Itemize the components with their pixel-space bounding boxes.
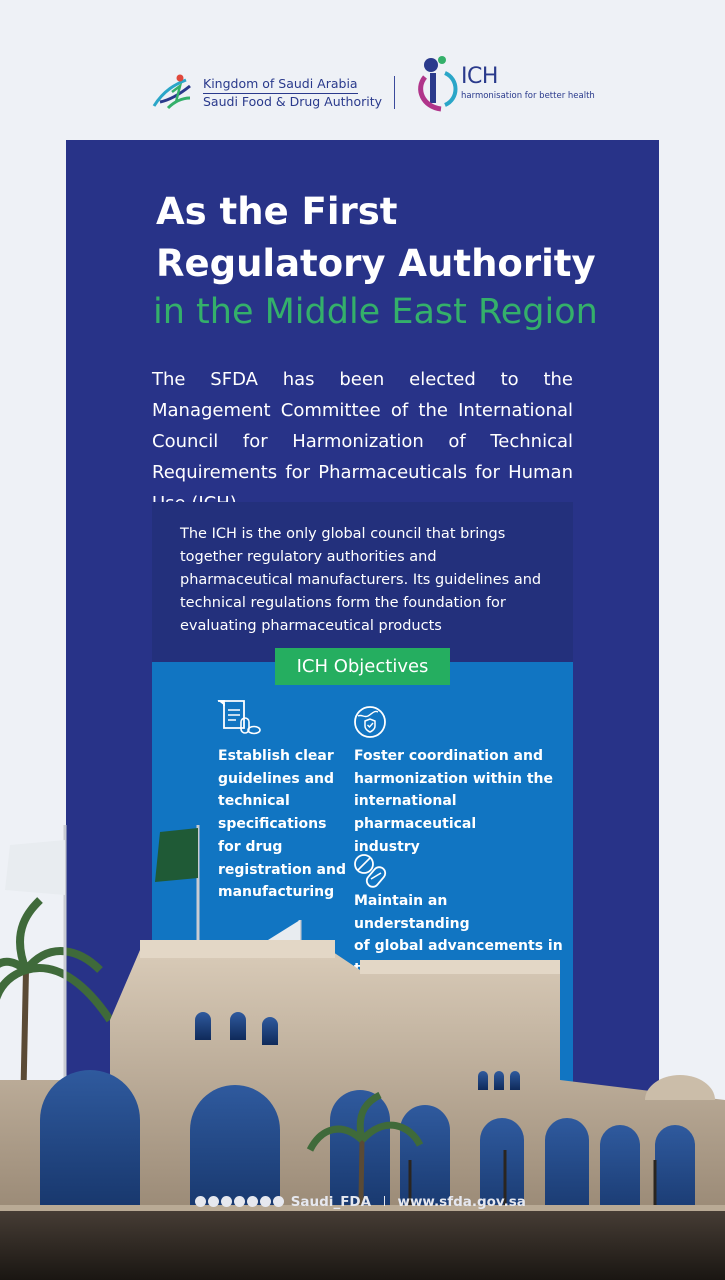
objective-1-line: specifications [218, 816, 327, 833]
document-pills-icon [216, 698, 262, 738]
header-divider [394, 76, 395, 109]
objective-2-line: industry [354, 838, 420, 855]
ich-tagline: harmonisation for better health [461, 91, 595, 101]
objective-2-line: Foster coordination and [354, 748, 543, 764]
sfda-logo [150, 72, 202, 112]
ich-logo [415, 55, 463, 113]
headline-line3: in the Middle East Region [153, 292, 598, 332]
objective-1-line: for drug [218, 838, 283, 855]
about-text: The ICH is the only global council that brings together regulatory authorities and pharmaceutical manufacturers. Its guidelines and technical regulations form the foundation for evaluating pharmaceutical products [180, 526, 542, 634]
header [0, 0, 725, 140]
tiktok-icon[interactable] [273, 1196, 284, 1207]
objectives-badge: ICH Objectives [275, 648, 450, 685]
objective-1-line: registration and [218, 861, 346, 878]
facebook-icon[interactable] [247, 1196, 258, 1207]
footer [195, 1193, 535, 1211]
intro-paragraph: The SFDA has been elected to the Management Committee of the International Council for Harmonization of Technical Requirements for Pharmaceuticals for Human [152, 369, 573, 483]
website-link[interactable]: www.sfda.gov.sa [397, 1194, 526, 1210]
headline [156, 186, 596, 290]
objective-1-line: guidelines and [218, 770, 335, 787]
ich-name: ICH [461, 64, 498, 89]
instagram-icon[interactable] [221, 1196, 232, 1207]
globe-shield-icon [352, 704, 388, 740]
sfda-line2: Saudi Food & Drug Authority [203, 94, 383, 109]
headquarters-building-illustration [0, 820, 725, 1280]
youtube-icon[interactable] [234, 1196, 245, 1207]
threads-icon[interactable] [260, 1196, 271, 1207]
objective-1-line: manufacturing [218, 884, 335, 901]
headline-line2: Regulatory Authority [156, 242, 596, 285]
headline-line1: As the First [156, 190, 398, 233]
objective-1-line: technical [218, 793, 290, 810]
objective-1-line: Establish clear [218, 748, 334, 764]
objective-2-line: harmonization within the [354, 770, 554, 787]
social-handle: Saudi_FDA [290, 1194, 372, 1210]
objective-2-line: international pharmaceutical [354, 793, 477, 833]
objective-3-line: of global advancements in [354, 938, 563, 955]
sfda-wordmark [203, 76, 382, 110]
footer-separator [384, 1196, 385, 1206]
sfda-line1: Kingdom of Saudi Arabia [203, 76, 358, 94]
x-icon[interactable] [195, 1196, 206, 1207]
objective-3-line: Maintain an understanding [354, 893, 470, 932]
snapchat-icon[interactable] [208, 1196, 219, 1207]
